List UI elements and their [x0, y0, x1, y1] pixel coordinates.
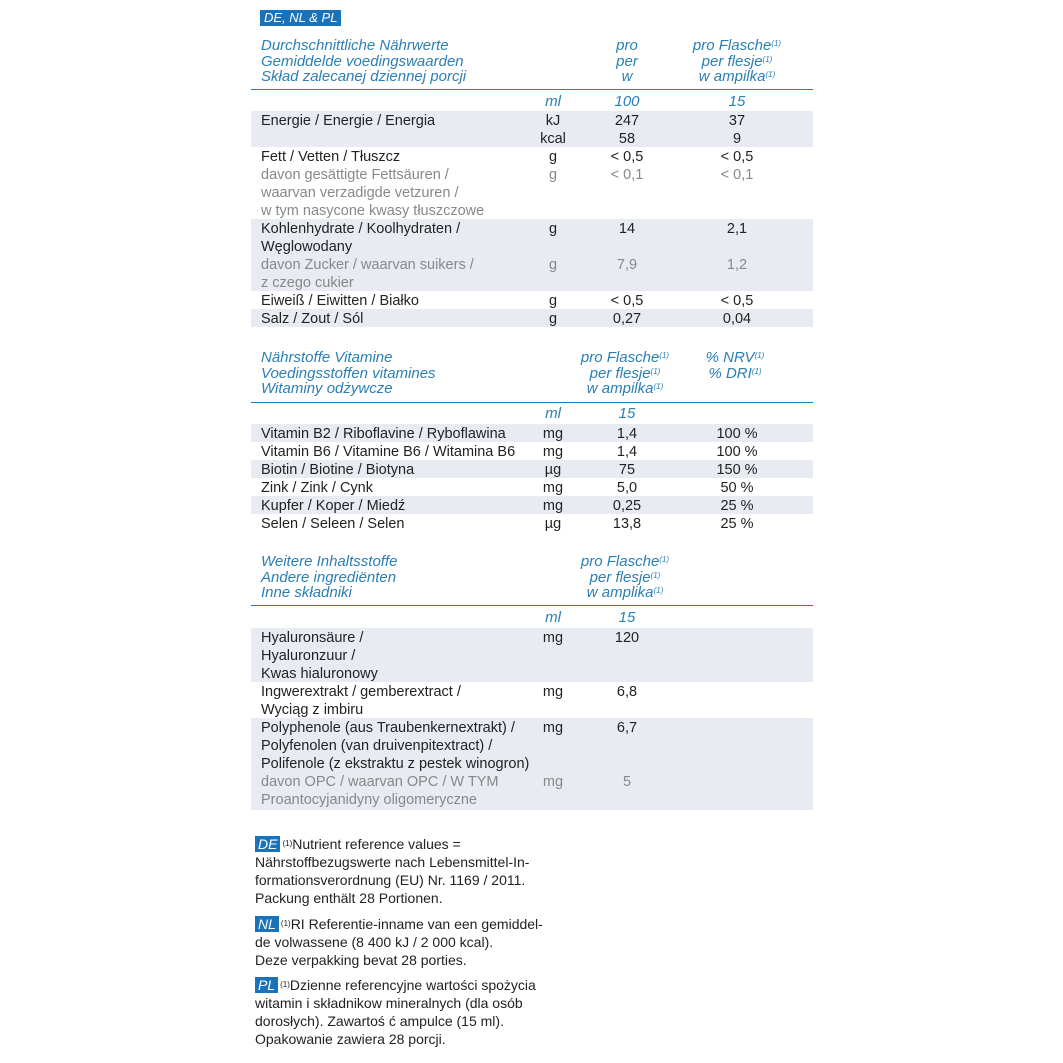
nutrition-row-protein: Eiweiß / Eiwitten / Białko g < 0,5 < 0,5: [261, 293, 754, 309]
vitamins-row: Zink / Zink / Cynk mg 5,0 50 %: [261, 480, 754, 496]
nutrition-row-salt: Salz / Zout / Sól g 0,27 0,04: [251, 309, 813, 327]
nutrition-row-energy: Energie / Energie / Energia kJ 247 37 kcal 58 9: [251, 111, 813, 147]
footnote-pl: PL $^{(1)}$Dzienne referencyjne wartości spożycia witamin i składnikow mineralnych (dla osób dorosłych). Zawartoś ć ampulce (15 ml). Opakowanie zawiera 28 porcji.: [255, 977, 536, 1047]
vitamins-divider: [251, 402, 813, 403]
vitamins-unit-row: ml 15: [545, 405, 636, 422]
vitamins-col2-header: % NRV$^{(1)}$ % DRI$^{(1)}$: [705, 349, 765, 382]
nutrition-unit-row: ml 100 15: [545, 93, 746, 110]
nutrition-title: Durchschnittliche Nährwerte Gemiddelde voedingswaarden Skład zalecanej dziennej porcji: [261, 37, 467, 85]
other-title: Weitere Inhaltsstoffe Andere ingrediënten Inne składniki: [261, 553, 398, 601]
vitamins-row: Biotin / Biotine / Biotyna µg 75 150 %: [251, 460, 813, 478]
region-badge: DE, NL & PL: [260, 10, 341, 26]
footnote-de: DE $^{(1)}$Nutrient reference values = Nährstoffbezugswerte nach Lebensmittel-In- formationsverordnung (EU) Nr. 1169 / 2011. Packung enthält 28 Portionen.: [255, 836, 530, 906]
nutrition-col2-header: pro Flasche$^{(1)}$ per flesje$^{(1)}$ w ampilka$^{(1)}$: [692, 37, 782, 85]
vitamins-row: Vitamin B2 / Riboflavine / Ryboflawina mg 1,4 100 %: [251, 424, 813, 442]
vitamins-title: Nährstoffe Vitamine Voedingsstoffen vitamines Witaminy odżywcze: [261, 349, 436, 397]
other-row-ginger: Ingwerextrakt / gemberextract / Wyciąg z imbiru mg 6,8: [261, 684, 638, 718]
nutrition-col1-header: pro per w: [616, 37, 638, 85]
vitamins-col1-header: pro Flasche$^{(1)}$ per flesje$^{(1)}$ w ampilka$^{(1)}$: [580, 349, 670, 397]
nutrition-row-carbs: Kohlenhydrate / Koolhydraten / Węglowodany g 14 2,1: [251, 219, 813, 255]
nutrition-row-saturated: davon gesättigte Fettsäuren / waarvan verzadigde vetzuren / w tym nasycone kwasy tłuszczowe g < 0,1 < 0,1: [261, 167, 754, 219]
vitamins-row: Selen / Seleen / Selen µg 13,8 25 %: [261, 516, 754, 532]
vitamins-row: Vitamin B6 / Vitamine B6 / Witamina B6 mg 1,4 100 %: [261, 444, 758, 460]
other-col1-header: pro Flasche$^{(1)}$ per flesje$^{(1)}$ w amplika$^{(1)}$: [580, 553, 670, 601]
other-divider: [251, 605, 813, 606]
other-row-opc: davon OPC / waarvan OPC / W TYM Proantocyjanidyny oligomeryczne mg 5: [251, 772, 813, 810]
footnote-badge: PL: [255, 977, 278, 993]
footnote-nl: NL $^{(1)}$RI Referentie-inname van een gemiddel- de volwassene (8 400 kJ / 2 000 kcal). Deze verpakking bevat 28 porties.: [255, 916, 543, 968]
nutrition-row-sugar: davon Zucker / waarvan suikers / z czego cukier g 7,9 1,2: [251, 255, 813, 291]
nutrition-divider: [251, 89, 813, 90]
nutrition-row-fat: Fett / Vetten / Tłuszcz g < 0,5 < 0,5: [261, 149, 754, 165]
other-row-polyphenols: Polyphenole (aus Traubenkernextrakt) / Polyfenolen (van druivenpitextract) / Polifenole (z ekstraktu z pestek winogron) mg 6,7: [251, 718, 813, 772]
footnote-badge: NL: [255, 916, 279, 932]
other-row-hyaluronic: Hyaluronsäure / Hyaluronzuur / Kwas hialuronowy mg 120: [251, 628, 813, 682]
other-unit-row: ml 15: [545, 609, 636, 626]
vitamins-row: Kupfer / Koper / Miedź mg 0,25 25 %: [251, 496, 813, 514]
footnote-badge: DE: [255, 836, 280, 852]
